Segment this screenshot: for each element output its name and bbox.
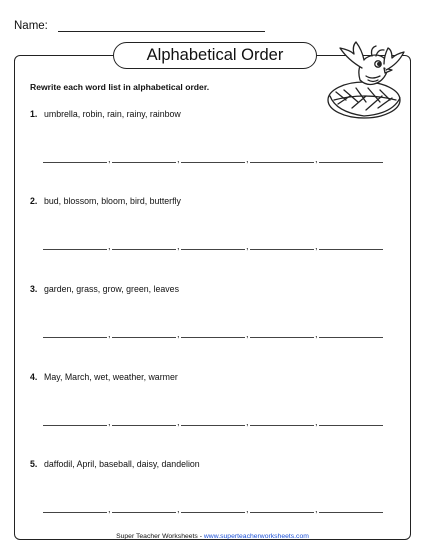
answer-blank[interactable] [112,512,176,513]
answer-comma: , [315,154,318,164]
answer-row-5 [43,502,383,514]
footer [0,532,425,541]
answer-comma: , [315,504,318,514]
name-label: Name: [14,20,48,32]
answer-blank[interactable] [43,512,107,513]
answer-blank[interactable] [319,425,383,426]
answer-comma: , [108,329,111,339]
answer-comma: , [108,241,111,251]
footer-text: Super Teacher Worksheets - [116,533,204,540]
answer-row-4 [43,415,383,427]
answer-comma: , [177,504,180,514]
answer-blank[interactable] [319,162,383,163]
answer-comma: , [246,417,249,427]
answer-blank[interactable] [181,337,245,338]
question-1 [30,109,181,120]
instructions: Rewrite each word list in alphabetical order. [30,82,210,92]
answer-row-1 [43,152,383,164]
question-2 [30,196,181,207]
question-3 [30,284,179,295]
word-list: umbrella, robin, rain, rainy, rainbow [44,109,181,119]
question-number: 5. [30,459,38,469]
answer-comma: , [315,329,318,339]
answer-comma: , [315,241,318,251]
answer-blank[interactable] [43,425,107,426]
word-list: bud, blossom, bloom, bird, butterfly [44,196,181,206]
answer-blank[interactable] [112,425,176,426]
answer-comma: , [315,417,318,427]
question-number: 2. [30,196,38,206]
answer-blank[interactable] [319,337,383,338]
answer-comma: , [177,154,180,164]
answer-comma: , [246,329,249,339]
question-number: 1. [30,109,38,119]
word-list: May, March, wet, weather, warmer [44,372,178,382]
answer-comma: , [177,241,180,251]
answer-comma: , [246,154,249,164]
question-number: 3. [30,284,38,294]
answer-blank[interactable] [250,512,314,513]
answer-blank[interactable] [250,162,314,163]
footer-link[interactable]: www.superteacherworksheets.com [203,533,309,540]
question-5 [30,459,200,470]
bird-on-nest-icon [316,30,416,130]
answer-comma: , [108,154,111,164]
answer-blank[interactable] [181,425,245,426]
name-line[interactable] [58,31,265,32]
word-list: daffodil, April, baseball, daisy, dandelion [44,459,200,469]
answer-comma: , [108,417,111,427]
answer-blank[interactable] [250,425,314,426]
question-number: 4. [30,372,38,382]
answer-blank[interactable] [112,337,176,338]
answer-blank[interactable] [319,512,383,513]
answer-comma: , [177,417,180,427]
answer-comma: , [177,329,180,339]
answer-blank[interactable] [181,512,245,513]
answer-comma: , [246,241,249,251]
question-4 [30,372,178,383]
answer-blank[interactable] [43,249,107,250]
answer-comma: , [246,504,249,514]
answer-blank[interactable] [250,337,314,338]
word-list: garden, grass, grow, green, leaves [44,284,179,294]
answer-blank[interactable] [181,162,245,163]
answer-blank[interactable] [250,249,314,250]
answer-comma: , [108,504,111,514]
answer-blank[interactable] [43,162,107,163]
answer-row-3 [43,327,383,339]
answer-blank[interactable] [112,162,176,163]
page-title: Alphabetical Order [113,42,317,69]
answer-row-2 [43,239,383,251]
answer-blank[interactable] [181,249,245,250]
answer-blank[interactable] [43,337,107,338]
answer-blank[interactable] [319,249,383,250]
answer-blank[interactable] [112,249,176,250]
